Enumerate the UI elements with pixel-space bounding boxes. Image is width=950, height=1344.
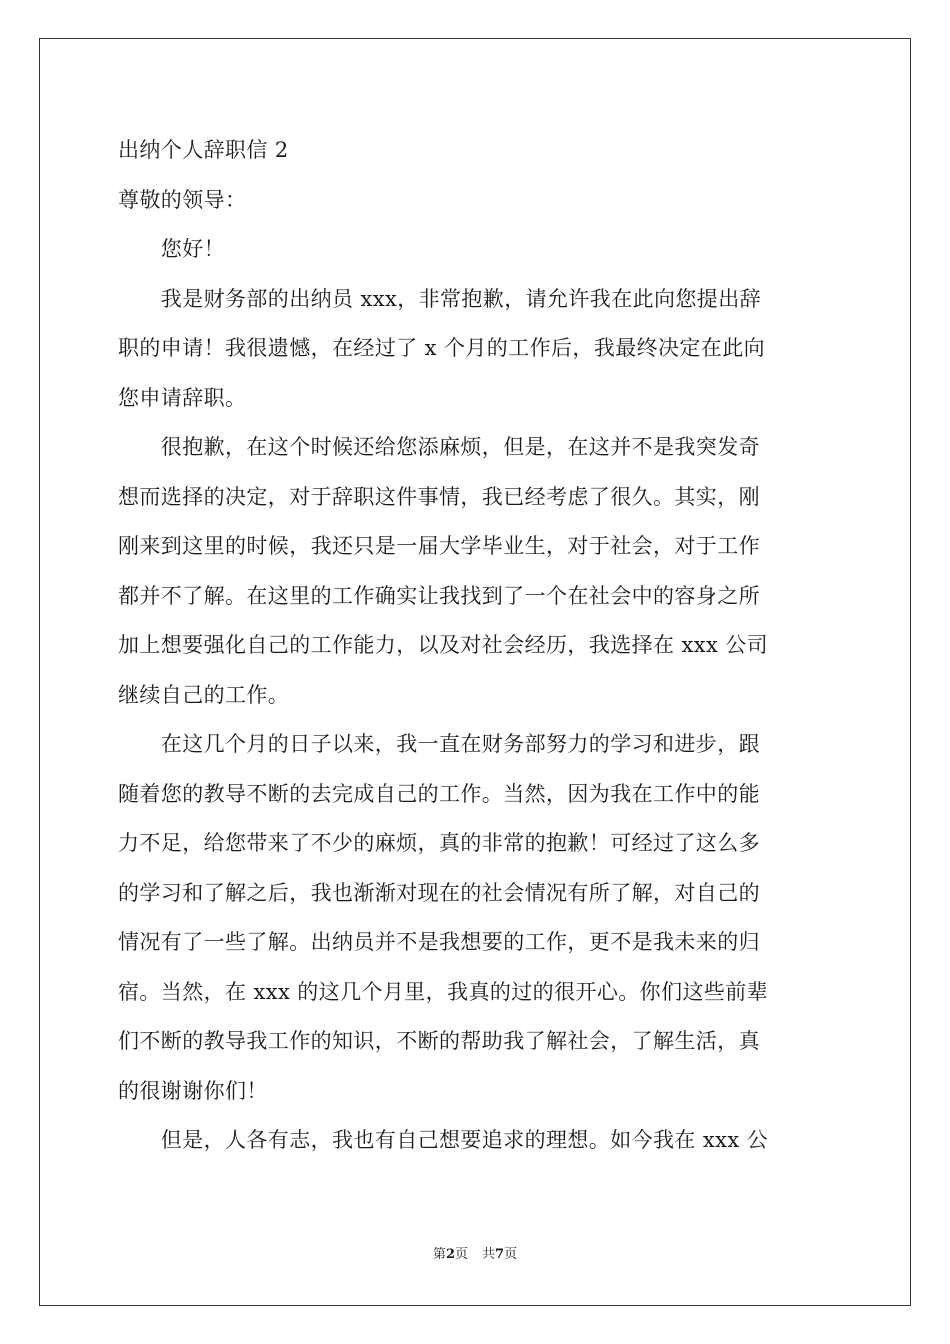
body-line: 随着您的教导不断的去完成自己的工作。当然，因为我在工作中的能 — [118, 782, 760, 806]
body-line: 们不断的教导我工作的知识，不断的帮助我了解社会，了解生活，真 — [118, 1029, 760, 1053]
page-number: 2 — [445, 1247, 455, 1262]
body-line: 刚来到这里的时候，我还只是一届大学毕业生，对于社会，对于工作 — [118, 534, 760, 558]
body-line: 很抱歉，在这个时候还给您添麻烦，但是，在这并不是我突发奇 — [118, 435, 760, 459]
body-line: 的学习和了解之后，我也渐渐对现在的社会情况有所了解，对自己的 — [118, 881, 760, 905]
body-line: 继续自己的工作。 — [118, 683, 290, 707]
body-line: 但是，人各有志，我也有自己想要追求的理想。如今我在 xxx 公 — [118, 1128, 769, 1152]
body-line: 都并不了解。在这里的工作确实让我找到了一个在社会中的容身之所 — [118, 584, 760, 608]
body-line: 的很谢谢你们！ — [118, 1079, 268, 1103]
body-line: 宿。当然，在 xxx 的这几个月里，我真的过的很开心。你们这些前辈 — [118, 980, 769, 1004]
page-border — [39, 38, 911, 1306]
page-suffix: 页 — [454, 1247, 468, 1262]
body-line: 力不足，给您带来了不少的麻烦，真的非常的抱歉！可经过了这么多 — [118, 831, 760, 855]
body-line: 想而选择的决定，对于辞职这件事情，我已经考虑了很久。其实，刚 — [118, 485, 760, 509]
total-pages: 7 — [495, 1247, 505, 1262]
body-line: 加上想要强化自己的工作能力，以及对社会经历，我选择在 xxx 公司 — [118, 633, 769, 657]
page-footer — [0, 1246, 950, 1264]
body-line: 情况有了一些了解。出纳员并不是我想要的工作，更不是我未来的归 — [118, 930, 760, 954]
salutation: 尊敬的领导： — [118, 188, 247, 212]
page-prefix: 第 — [432, 1247, 446, 1262]
body-line: 职的申请！我很遗憾，在经过了 x 个月的工作后，我最终决定在此向 — [118, 336, 765, 360]
total-prefix: 共 — [482, 1247, 496, 1262]
body-line: 我是财务部的出纳员 xxx，非常抱歉，请允许我在此向您提出辞 — [118, 287, 762, 311]
body-line: 您申请辞职。 — [118, 386, 247, 410]
document-title: 出纳个人辞职信 2 — [118, 138, 289, 162]
total-suffix: 页 — [504, 1247, 518, 1262]
body-line: 您好！ — [118, 237, 225, 261]
body-line: 在这几个月的日子以来，我一直在财务部努力的学习和进步，跟 — [118, 732, 760, 756]
